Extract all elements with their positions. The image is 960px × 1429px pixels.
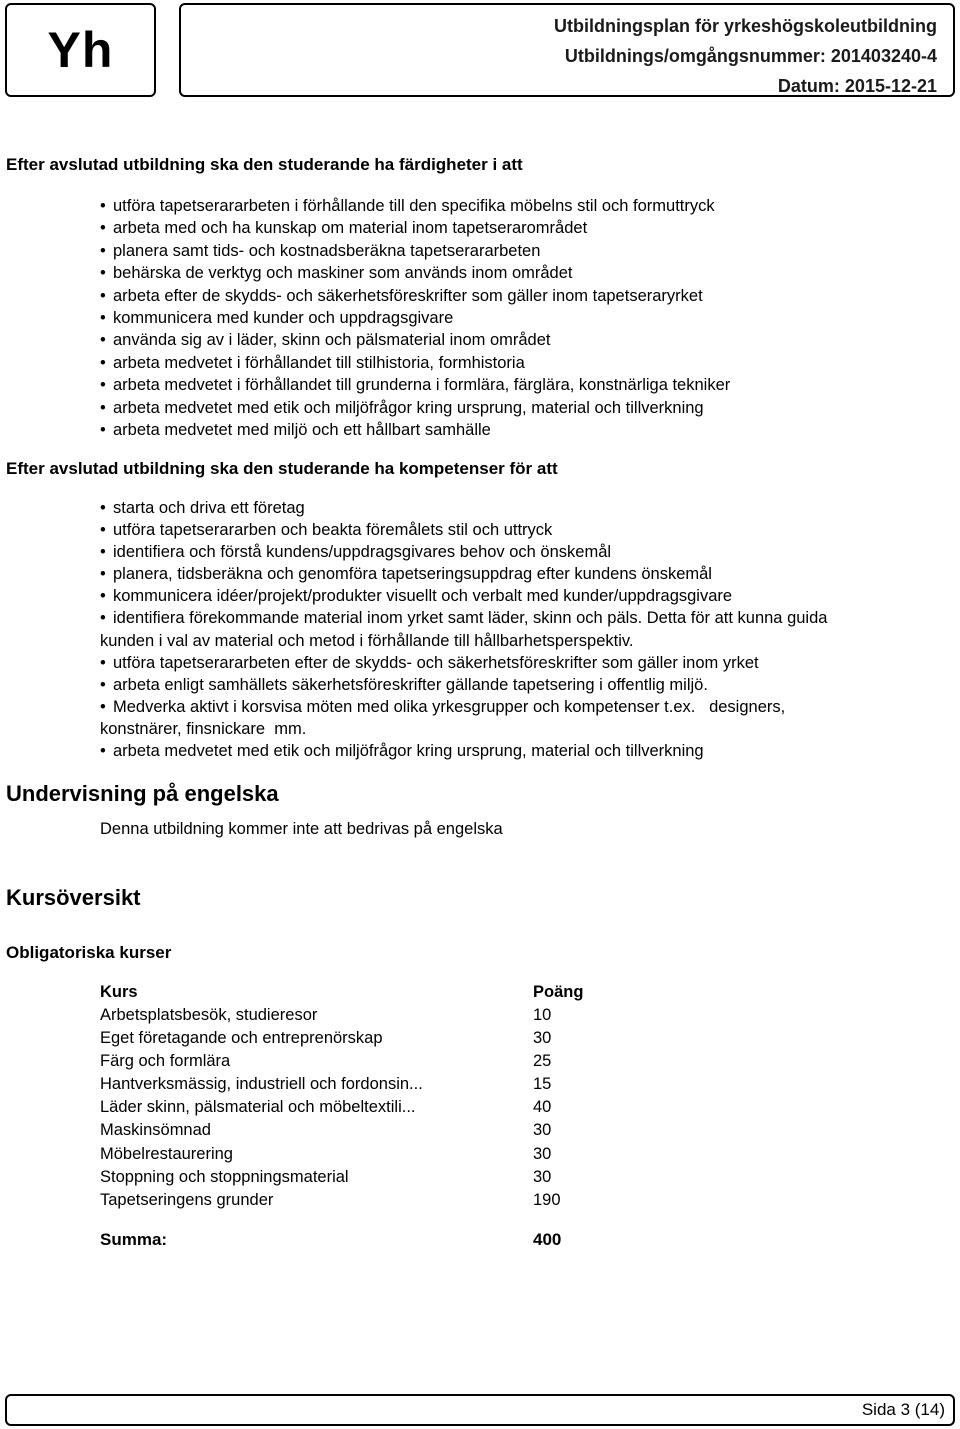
course-points: 40	[533, 1098, 552, 1117]
list-item: • kommunicera med kunder och uppdragsgivare	[100, 307, 730, 329]
table-row	[100, 1073, 613, 1096]
list-item-line: Medverka aktivt i korsvisa möten med olika yrkesgrupper och kompetenser t.ex. designers,	[113, 697, 786, 716]
english-text: Denna utbildning kommer inte att bedrivas på engelska	[100, 820, 503, 838]
list-item: • utföra tapetserararben och beakta föremålets stil och uttryck	[100, 519, 960, 541]
overview-heading: Kursöversikt	[6, 885, 141, 910]
sum-value: 400	[533, 1230, 562, 1249]
course-name: Färg och formlära	[100, 1052, 231, 1071]
document-title: Utbildningsplan för yrkeshögskoleutbildning	[553, 16, 937, 36]
course-name: Eget företagande och entreprenörskap	[100, 1029, 383, 1048]
competences-heading: Efter avslutad utbildning ska den studerande ha kompetenser för att	[6, 459, 558, 478]
list-item-line: konstnärer, finsnickare mm.	[100, 719, 307, 738]
table-row	[100, 1119, 613, 1142]
list-item: • planera, tidsberäkna och genomföra tapetseringsuppdrag efter kundens önskemål	[100, 563, 960, 585]
table-row	[100, 1027, 613, 1050]
page-number: Sida 3 (14)	[861, 1400, 945, 1419]
list-item: • identifiera och förstå kundens/uppdragsgivares behov och önskemål	[100, 541, 960, 563]
column-header-course: Kurs	[100, 983, 138, 1001]
list-item	[100, 607, 960, 651]
course-name: Hantverksmässig, industriell och fordonsin...	[100, 1075, 423, 1094]
list-item: • arbeta medvetet med etik och miljöfrågor kring ursprung, material och tillverkning	[100, 397, 730, 419]
list-item: • arbeta medvetet med miljö och ett hållbart samhälle	[100, 419, 730, 441]
list-item: • utföra tapetserararbeten i förhållande till den specifika möbelns stil och formuttryck	[100, 195, 730, 217]
course-points: 30	[533, 1167, 552, 1186]
table-row	[100, 1166, 613, 1189]
list-item-line: kunden i val av material och metod i förhållande till hållbarhetsperspektiv.	[100, 631, 634, 650]
course-name: Läder skinn, pälsmaterial och möbeltextili...	[100, 1098, 416, 1117]
english-heading: Undervisning på engelska	[6, 781, 279, 806]
list-item: • arbeta medvetet i förhållandet till grunderna i formlära, färglära, konstnärliga tekniker	[100, 374, 730, 396]
course-points: 10	[533, 1006, 552, 1024]
list-item: • utföra tapetserararbeten efter de skydds- och säkerhetsföreskrifter som gäller inom yrket	[100, 652, 960, 674]
list-item: • arbeta medvetet med etik och miljöfrågor kring ursprung, material och tillverkning	[100, 740, 960, 762]
list-item-line: identifiera förekommande material inom yrket samt läder, skinn och päls. Detta för att kunna guida	[113, 609, 828, 628]
course-points: 190	[533, 1190, 561, 1209]
course-name: Tapetseringens grunder	[100, 1190, 274, 1209]
competences-list	[100, 497, 960, 762]
list-item	[100, 696, 960, 740]
logo-text: Yh	[47, 22, 114, 78]
document-header	[179, 3, 955, 97]
course-name: Maskinsömnad	[100, 1121, 211, 1140]
course-points: 30	[533, 1144, 552, 1163]
education-number: Utbildnings/omgångsnummer: 201403240-4	[564, 46, 937, 66]
sum-row	[100, 1230, 561, 1250]
list-item: • arbeta enligt samhällets säkerhetsföreskrifter gällande tapetsering i offentlig miljö.	[100, 674, 960, 696]
course-points: 30	[533, 1121, 552, 1140]
course-points: 15	[533, 1075, 552, 1094]
sum-label: Summa:	[100, 1230, 168, 1249]
document-date: Datum: 2015-12-21	[777, 76, 937, 96]
course-table	[100, 980, 613, 1212]
page-footer	[5, 1394, 955, 1426]
table-row	[100, 1143, 613, 1166]
skills-heading: Efter avslutad utbildning ska den studerande ha färdigheter i att	[6, 155, 523, 174]
column-header-points: Poäng	[533, 983, 584, 1001]
table-row	[100, 1004, 613, 1027]
list-item: • arbeta medvetet i förhållandet till stilhistoria, formhistoria	[100, 352, 730, 374]
table-row	[100, 1096, 613, 1119]
table-row	[100, 1189, 613, 1212]
list-item: • planera samt tids- och kostnadsberäkna tapetserararbeten	[100, 240, 730, 262]
course-points: 25	[533, 1052, 552, 1071]
yh-logo	[5, 3, 156, 97]
list-item: • använda sig av i läder, skinn och pälsmaterial inom området	[100, 329, 730, 351]
skills-list	[100, 195, 730, 441]
list-item: • starta och driva ett företag	[100, 497, 960, 519]
list-item: • arbeta efter de skydds- och säkerhetsföreskrifter som gäller inom tapetseraryrket	[100, 285, 730, 307]
mandatory-courses-heading: Obligatoriska kurser	[6, 943, 172, 962]
course-points: 30	[533, 1029, 552, 1048]
course-name: Möbelrestaurering	[100, 1144, 233, 1163]
table-row	[100, 1050, 613, 1073]
list-item: • kommunicera idéer/projekt/produkter visuellt och verbalt med kunder/uppdragsgivare	[100, 585, 960, 607]
table-header	[100, 980, 613, 1004]
list-item: • arbeta med och ha kunskap om material inom tapetserarområdet	[100, 217, 730, 239]
list-item: • behärska de verktyg och maskiner som används inom området	[100, 262, 730, 284]
course-name: Arbetsplatsbesök, studieresor	[100, 1006, 318, 1024]
course-name: Stoppning och stoppningsmaterial	[100, 1167, 349, 1186]
